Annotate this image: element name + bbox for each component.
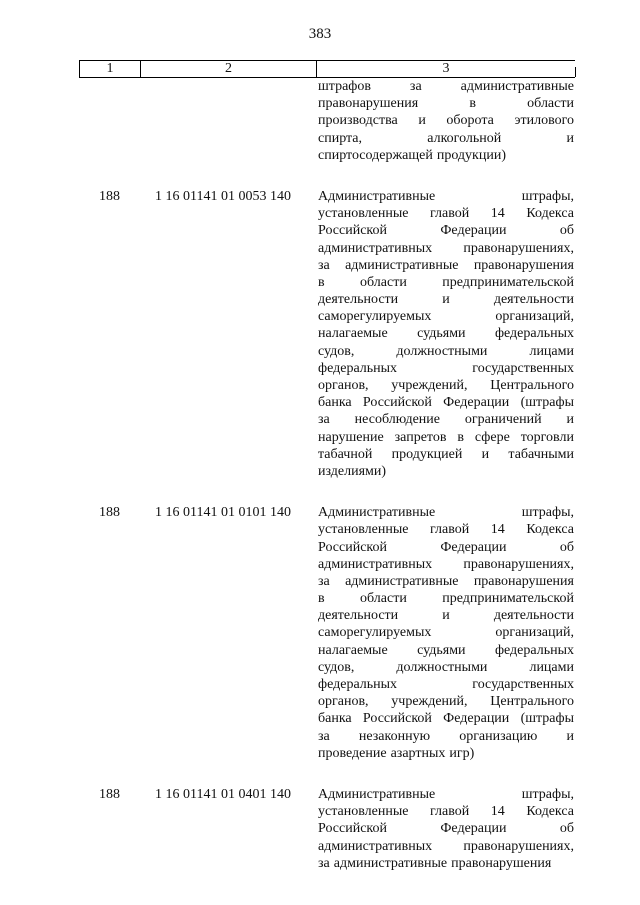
word: Российской — [318, 539, 387, 555]
word: правонарушения — [318, 96, 419, 112]
word: производства — [318, 113, 398, 129]
word: деятельности — [318, 292, 399, 308]
word: административные — [460, 79, 574, 94]
admin-code-cell: 188 — [99, 786, 120, 802]
description-line — [318, 325, 574, 342]
description-line — [318, 855, 574, 872]
word: лицами — [529, 659, 574, 675]
word: этилового — [514, 113, 574, 129]
word: несоблюдение — [354, 412, 440, 428]
budget-code-cell: 1 16 01141 01 0101 140 — [155, 505, 291, 521]
word: Российской — [362, 395, 432, 411]
word: организаций, — [495, 309, 574, 325]
word: спирта, — [318, 130, 363, 146]
description-line — [318, 786, 574, 803]
word: организаций, — [495, 625, 574, 641]
word: Кодекса — [526, 804, 574, 820]
word: деятельности — [318, 608, 399, 624]
word: оборота — [446, 113, 494, 129]
word: банка — [318, 395, 352, 411]
word: должностными — [396, 343, 488, 359]
description-line — [318, 590, 574, 607]
word: Федерации — [443, 711, 510, 727]
word: налагаемые — [318, 642, 388, 658]
word: продукцией — [391, 446, 463, 462]
description-line — [318, 291, 574, 308]
description-line — [318, 257, 574, 274]
word: федеральных — [318, 360, 398, 376]
description-line — [318, 147, 574, 164]
row-gap — [0, 762, 640, 786]
word: нарушение — [318, 429, 384, 445]
word: за — [318, 573, 330, 589]
header-col-2: 2 — [141, 61, 317, 77]
word: деятельности — [493, 608, 574, 624]
description-line — [318, 659, 574, 676]
description-line — [318, 308, 574, 325]
word: штрафы, — [521, 188, 574, 204]
word: главой — [430, 522, 470, 538]
description-cell — [318, 188, 574, 480]
word: области — [360, 591, 407, 607]
word: спиртосодержащей — [318, 147, 433, 163]
word: 14 — [490, 804, 505, 820]
description-line — [318, 504, 574, 521]
word: в — [457, 429, 464, 445]
word: 14 — [490, 206, 505, 222]
word: Российской — [318, 223, 387, 239]
word: азартных — [390, 745, 446, 761]
word: установленные — [318, 804, 409, 820]
word: за — [409, 79, 422, 94]
description-line — [318, 556, 574, 573]
word: и — [442, 608, 450, 624]
word: за — [318, 728, 330, 744]
word: органов, — [318, 694, 369, 710]
table-header — [79, 60, 575, 78]
description-line — [318, 95, 574, 112]
word: 14 — [490, 522, 505, 538]
description-cell — [318, 786, 574, 872]
word: налагаемые — [318, 326, 388, 342]
word: и — [418, 113, 426, 129]
word: федеральных — [494, 326, 574, 342]
word: учреждений, — [391, 694, 468, 710]
word: об — [559, 223, 574, 239]
table-row — [0, 786, 640, 872]
description-line — [318, 607, 574, 624]
word: и — [481, 446, 490, 462]
table-body — [0, 78, 640, 872]
table-row — [0, 188, 640, 480]
word: главой — [430, 206, 470, 222]
header-col-3: 3 — [317, 61, 575, 77]
description-line — [318, 222, 574, 239]
word: судьями — [417, 642, 466, 658]
budget-code-cell: 1 16 01141 01 0401 140 — [155, 786, 291, 802]
word: изделиями) — [318, 463, 387, 479]
description-line — [318, 539, 574, 556]
row-gap — [0, 480, 640, 504]
description-line — [318, 240, 574, 257]
description-line — [318, 205, 574, 222]
word: установленные — [318, 206, 409, 222]
description-line — [318, 463, 574, 480]
word: и — [566, 728, 574, 744]
word: в — [318, 274, 325, 290]
word: незаконную — [358, 728, 431, 744]
word: правонарушения — [473, 257, 574, 273]
word: Кодекса — [526, 206, 574, 222]
word: штрафов — [318, 79, 371, 94]
description-line — [318, 360, 574, 377]
word: области — [360, 274, 407, 290]
description-line — [318, 676, 574, 693]
word: Российской — [362, 711, 432, 727]
word: в — [318, 591, 325, 607]
word: государственных — [472, 360, 574, 376]
word: правонарушения — [451, 855, 552, 871]
word: продукции) — [436, 147, 506, 163]
description-line — [318, 411, 574, 428]
description-line — [318, 642, 574, 659]
word: административные — [333, 855, 448, 871]
word: административные — [345, 257, 459, 273]
admin-code-cell: 188 — [99, 505, 120, 521]
word: банка — [318, 711, 352, 727]
word: Кодекса — [526, 522, 574, 538]
word: Центрального — [490, 378, 574, 393]
word: проведение — [318, 745, 387, 761]
description-line — [318, 693, 574, 710]
word: судов, — [318, 659, 355, 675]
word: саморегулируемых — [318, 309, 432, 325]
word: и — [442, 292, 450, 308]
word: Российской — [318, 821, 387, 837]
word: Федерации — [440, 539, 507, 555]
description-line — [318, 710, 574, 727]
header-col-1: 1 — [80, 61, 141, 77]
word: за — [318, 855, 330, 871]
description-line — [318, 820, 574, 837]
description-line — [318, 624, 574, 641]
word: государственных — [472, 677, 574, 692]
word: запретов — [394, 429, 447, 445]
word: административные — [345, 573, 459, 589]
description-line — [318, 446, 574, 463]
word: лицами — [529, 343, 574, 359]
word: Центрального — [490, 694, 574, 710]
description-line — [318, 521, 574, 538]
word: правонарушениях, — [463, 838, 574, 854]
description-line — [318, 745, 574, 762]
word: штрафы, — [521, 505, 574, 521]
word: за — [318, 257, 330, 273]
table-row — [0, 504, 640, 762]
word: предпринимательской — [442, 591, 574, 607]
word: Административные — [318, 505, 436, 521]
description-line — [318, 377, 574, 394]
description-line — [318, 130, 574, 147]
word: штрафы, — [521, 786, 574, 802]
word: учреждений, — [391, 378, 468, 393]
word: судьями — [417, 326, 466, 342]
word: и — [566, 130, 574, 146]
description-line — [318, 78, 574, 95]
word: алкогольной — [427, 130, 502, 146]
description-cell — [318, 504, 574, 762]
word: ограничений — [464, 412, 542, 428]
word: федеральных — [494, 642, 574, 658]
word: за — [318, 412, 330, 428]
description-line — [318, 728, 574, 745]
description-line — [318, 343, 574, 360]
word: правонарушениях, — [463, 556, 574, 572]
budget-code-cell: 1 16 01141 01 0053 140 — [155, 188, 291, 204]
description-line — [318, 838, 574, 855]
word: табачной — [318, 446, 373, 462]
description-line — [318, 188, 574, 205]
description-line — [318, 112, 574, 129]
word: игр) — [449, 745, 475, 761]
word: сфере — [474, 429, 510, 445]
word: об — [559, 539, 574, 555]
word: табачными — [508, 446, 574, 462]
word: деятельности — [493, 292, 574, 308]
word: органов, — [318, 378, 369, 393]
word: (штрафы — [520, 395, 574, 411]
word: саморегулируемых — [318, 625, 432, 641]
word: правонарушения — [473, 573, 574, 589]
word: административных — [318, 240, 433, 256]
word: административных — [318, 838, 433, 854]
description-cell — [318, 78, 574, 164]
description-line — [318, 394, 574, 411]
word: в — [469, 96, 476, 112]
table-row — [0, 78, 640, 164]
description-line — [318, 274, 574, 291]
word: Федерации — [443, 395, 510, 411]
word: административных — [318, 556, 433, 572]
word: Федерации — [440, 821, 507, 837]
description-line — [318, 803, 574, 820]
word: (штрафы — [520, 711, 574, 727]
word: и — [566, 412, 574, 428]
word: Административные — [318, 188, 436, 204]
word: федеральных — [318, 677, 398, 692]
row-gap — [0, 164, 640, 188]
word: области — [527, 96, 574, 112]
word: организацию — [459, 728, 538, 744]
word: Федерации — [440, 223, 507, 239]
word: торговли — [520, 429, 574, 445]
word: должностными — [396, 659, 488, 675]
admin-code-cell: 188 — [99, 188, 120, 204]
word: об — [559, 821, 574, 837]
word: установленные — [318, 522, 409, 538]
word: Административные — [318, 786, 436, 802]
word: судов, — [318, 343, 355, 359]
description-line — [318, 429, 574, 446]
word: главой — [430, 804, 470, 820]
page-number: 383 — [308, 26, 332, 42]
word: правонарушениях, — [463, 240, 574, 256]
description-line — [318, 573, 574, 590]
word: предпринимательской — [442, 274, 574, 290]
